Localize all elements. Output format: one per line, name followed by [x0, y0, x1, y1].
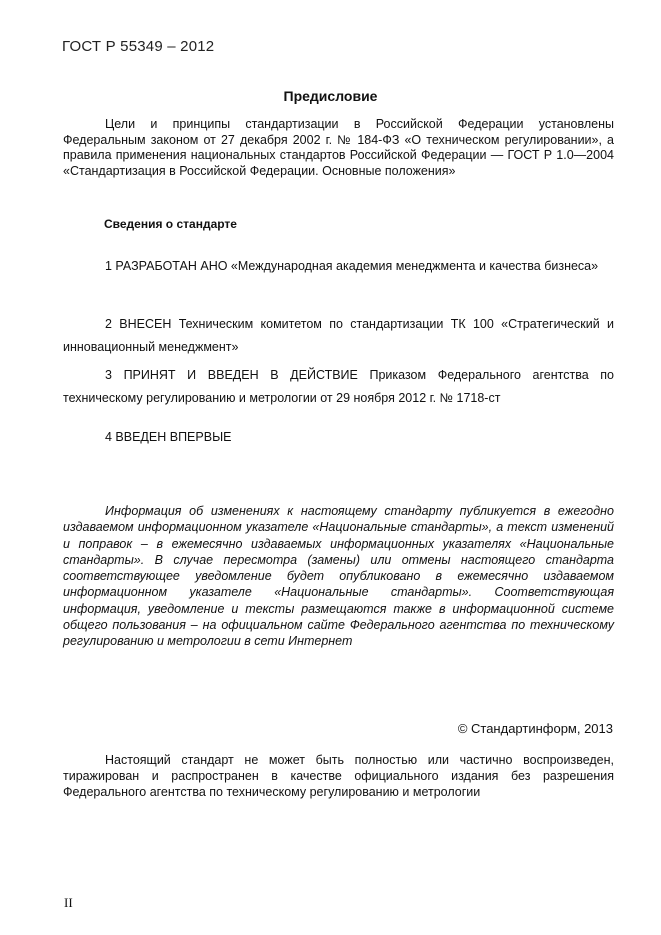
- page-number: II: [64, 895, 73, 910]
- page-title: Предисловие: [283, 88, 378, 104]
- changes-info-notice: Информация об изменениях к настоящему стандарту публикуется в ежегодно издаваемом информационном указателе «Национальные стандарты», а текст изменений и поправок – в ежемесячно издаваемых информационных указателях «Национальные стандарты». В случае пересмотра (замены) или отмены настоящего стандарта соответствующее уведомление будет опубликовано в ежемесячно издаваемом информационном указателе «Национальные стандарты». Соответствующая информация, уведомление и тексты размещаются также в информационной системе общего пользования – на официальном сайте Федерального агентства по техническому регулированию и метрологии в сети Интернет: [63, 504, 614, 649]
- item-adopted: 3 ПРИНЯТ И ВВЕДЕН В ДЕЙСТВИЕ Приказом Федерального агентства по техническому регулированию и метрологии от 29 ноября 2012 г. № 1718-ст: [63, 368, 614, 405]
- document-code: ГОСТ Р 55349 – 2012: [62, 38, 215, 55]
- item-submitted: 2 ВНЕСЕН Техническим комитетом по стандартизации ТК 100 «Стратегический и инновационный менеджмент»: [63, 317, 614, 354]
- standard-info-heading: Сведения о стандарте: [104, 217, 237, 231]
- item-developed: 1 РАЗРАБОТАН АНО «Международная академия менеджмента и качества бизнеса»: [105, 259, 599, 273]
- reproduction-notice: Настоящий стандарт не может быть полностью или частично воспроизведен, тиражирован и распространен в качестве официального издания без разрешения Федерального агентства по техническому регулированию и метрологии: [63, 753, 614, 799]
- item-introduced: 4 ВВЕДЕН ВПЕРВЫЕ: [105, 430, 232, 444]
- copyright-line: © Стандартинформ, 2013: [457, 721, 613, 736]
- intro-paragraph: Цели и принципы стандартизации в Российской Федерации установлены Федеральным законом от 27 декабря 2002 г. № 184-ФЗ «О техническом регулировании», а правила применения национальных стандартов Российской Федерации — ГОСТ Р 1.0—2004 «Стандартизация в Российской Федерации. Основные положения»: [63, 117, 614, 178]
